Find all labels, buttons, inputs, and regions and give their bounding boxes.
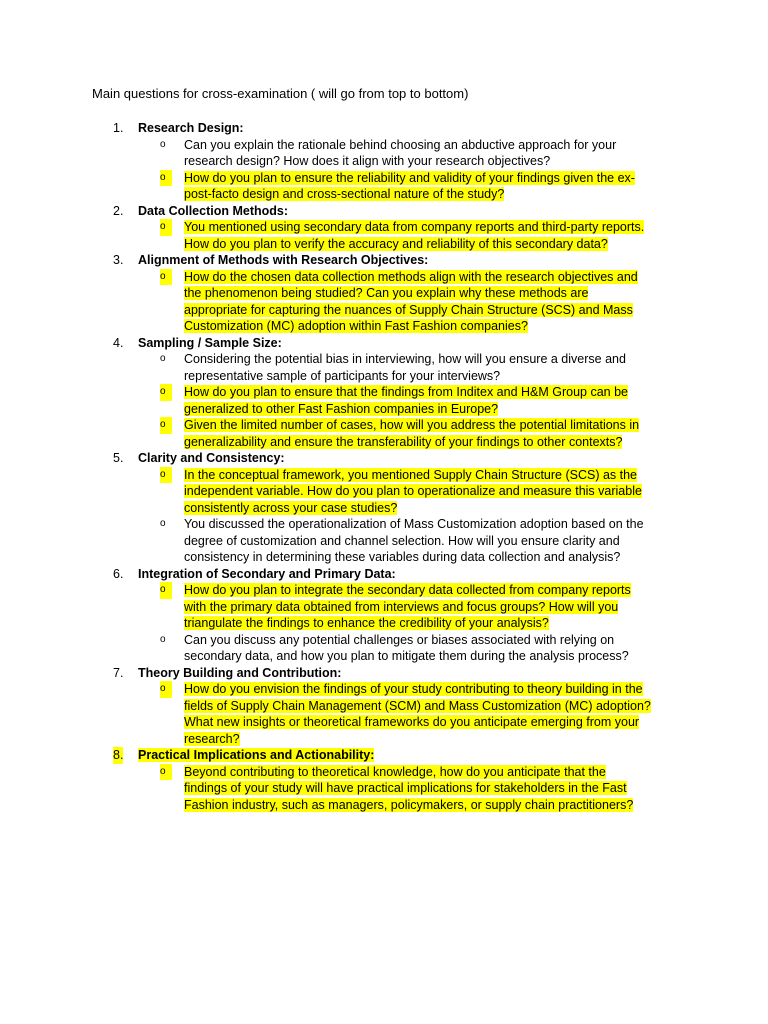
question-text — [184, 384, 674, 417]
question-line: generalized to other Fast Fashion companies in Europe? — [184, 401, 499, 416]
section-title — [0, 747, 768, 764]
section-number: 5. — [113, 451, 124, 465]
section-title — [0, 450, 768, 467]
question-line: How do you plan to verify the accuracy and reliability of this secondary data? — [184, 236, 608, 251]
question-line: Given the limited number of cases, how will you address the potential limitations in — [184, 418, 640, 432]
section-title-text: Practical Implications and Actionability: — [138, 748, 375, 762]
question-section — [0, 747, 768, 813]
section-title — [0, 665, 768, 682]
section-title — [0, 203, 768, 220]
section-number: 2. — [113, 203, 124, 218]
question-line: generalizability and ensure the transferability of your findings to other contexts? — [184, 434, 623, 449]
question-line: Can you explain the rationale behind choosing an abductive approach for your — [184, 137, 617, 152]
bullet-circle-icon: o — [160, 681, 172, 698]
question-line: Fashion industry, such as managers, policymakers, or supply chain practitioners? — [184, 797, 634, 812]
question-bullet — [0, 219, 768, 252]
question-line: fields of Supply Chain Management (SCM) and Mass Customization (MC) adoption? — [184, 698, 651, 713]
question-bullet — [0, 632, 768, 665]
bullet-circle-icon: o — [160, 269, 172, 286]
question-bullet — [0, 137, 768, 170]
bullet-circle-icon: o — [160, 467, 172, 484]
question-bullet — [0, 269, 768, 335]
question-line: secondary data, and how you plan to mitigate them during the analysis process? — [184, 649, 629, 663]
section-title-text: Research Design: — [138, 121, 244, 135]
question-line: post-facto design and cross-sectional nature of the study? — [184, 187, 505, 201]
bullet-circle-icon: o — [160, 764, 172, 781]
question-section — [0, 203, 768, 253]
question-line: consistency in determining these variables during data collection and analysis? — [184, 550, 621, 564]
question-bullet — [0, 351, 768, 384]
section-title — [0, 252, 768, 269]
section-number: 3. — [113, 253, 124, 267]
section-title-text: Data Collection Methods: — [138, 203, 289, 218]
question-line: You discussed the operationalization of Mass Customization adoption based on the — [184, 517, 644, 531]
question-line: appropriate for capturing the nuances of Supply Chain Structure (SCS) and Mass — [184, 302, 633, 317]
question-line: Considering the potential bias in interviewing, how will you ensure a diverse and — [184, 352, 626, 366]
question-section — [0, 252, 768, 335]
question-line: representative sample of participants for your interviews? — [184, 368, 501, 383]
question-bullet — [0, 467, 768, 517]
bullet-circle-icon: o — [160, 219, 172, 236]
question-list — [0, 120, 768, 813]
section-title-text: Integration of Secondary and Primary Data: — [138, 566, 396, 581]
question-bullet — [0, 516, 768, 566]
question-line: Beyond contributing to theoretical knowledge, how do you anticipate that the — [184, 764, 606, 779]
question-text — [184, 219, 674, 252]
question-line: In the conceptual framework, you mentioned Supply Chain Structure (SCS) as the — [184, 467, 638, 482]
bullet-circle-icon: o — [160, 417, 172, 434]
section-number: 7. — [113, 665, 124, 680]
section-title — [0, 120, 768, 137]
question-line: What new insights or theoretical frameworks do you anticipate emerging from your — [184, 715, 640, 729]
question-line: consistently across your case studies? — [184, 500, 398, 515]
question-bullet — [0, 764, 768, 814]
section-title — [0, 566, 768, 583]
question-line: How do you envision the findings of your study contributing to theory building in the — [184, 682, 643, 696]
section-title — [0, 335, 768, 352]
section-number: 4. — [113, 335, 124, 350]
bullet-circle-icon: o — [160, 138, 166, 150]
question-line: How do you plan to ensure the reliability and validity of your findings given the ex- — [184, 170, 635, 185]
section-number: 1. — [113, 121, 124, 135]
section-title-text: Alignment of Methods with Research Objectives: — [138, 253, 429, 267]
question-text — [184, 137, 674, 170]
bullet-circle-icon: o — [160, 353, 166, 364]
question-text — [184, 681, 674, 747]
question-line: Can you discuss any potential challenges or biases associated with relying on — [184, 632, 615, 647]
question-line: research design? How does it align with your research objectives? — [184, 154, 551, 168]
question-text — [184, 170, 674, 203]
question-line: How do the chosen data collection methods align with the research objectives and — [184, 269, 638, 284]
question-section — [0, 566, 768, 665]
question-line: degree of customization and channel selection. How will you ensure clarity and — [184, 533, 620, 548]
question-text — [184, 516, 674, 566]
question-text — [184, 764, 674, 814]
question-line: research? — [184, 731, 240, 746]
question-bullet — [0, 384, 768, 417]
question-bullet — [0, 681, 768, 747]
question-line: How do you plan to integrate the secondary data collected from company reports — [184, 583, 631, 597]
question-section — [0, 335, 768, 451]
question-bullet — [0, 582, 768, 632]
bullet-circle-icon: o — [160, 384, 172, 401]
question-line: independent variable. How do you plan to operationalize and measure this variable — [184, 484, 642, 498]
question-text — [184, 582, 674, 632]
section-title-text: Sampling / Sample Size: — [138, 335, 282, 350]
bullet-circle-icon: o — [160, 633, 166, 645]
question-bullet — [0, 170, 768, 203]
section-number: 8. — [113, 748, 124, 762]
section-title-text: Theory Building and Contribution: — [138, 665, 342, 680]
question-text — [184, 467, 674, 517]
section-number: 6. — [113, 566, 124, 581]
question-text — [184, 417, 674, 450]
question-line: Customization (MC) adoption within Fast Fashion companies? — [184, 319, 528, 333]
question-text — [184, 351, 674, 384]
question-section — [0, 120, 768, 203]
question-line: with the primary data obtained from interviews and focus groups? How will you — [184, 599, 619, 614]
bullet-circle-icon: o — [160, 518, 166, 529]
bullet-circle-icon: o — [160, 170, 172, 187]
question-line: findings of your study will have practical implications for stakeholders in the Fast — [184, 781, 627, 795]
question-text — [184, 632, 674, 665]
question-line: You mentioned using secondary data from company reports and third-party reports. — [184, 220, 645, 234]
question-section — [0, 450, 768, 566]
question-section — [0, 665, 768, 748]
question-line: triangulate the findings to enhance the credibility of your analysis? — [184, 616, 549, 630]
document-heading: Main questions for cross-examination ( will go from top to bottom) — [92, 86, 469, 101]
question-line: How do you plan to ensure that the findings from Inditex and H&M Group can be — [184, 385, 629, 399]
question-line: the phenomenon being studied? Can you explain why these methods are — [184, 286, 589, 300]
bullet-circle-icon: o — [160, 582, 172, 599]
section-title-text: Clarity and Consistency: — [138, 451, 285, 465]
question-text — [184, 269, 674, 335]
question-bullet — [0, 417, 768, 450]
